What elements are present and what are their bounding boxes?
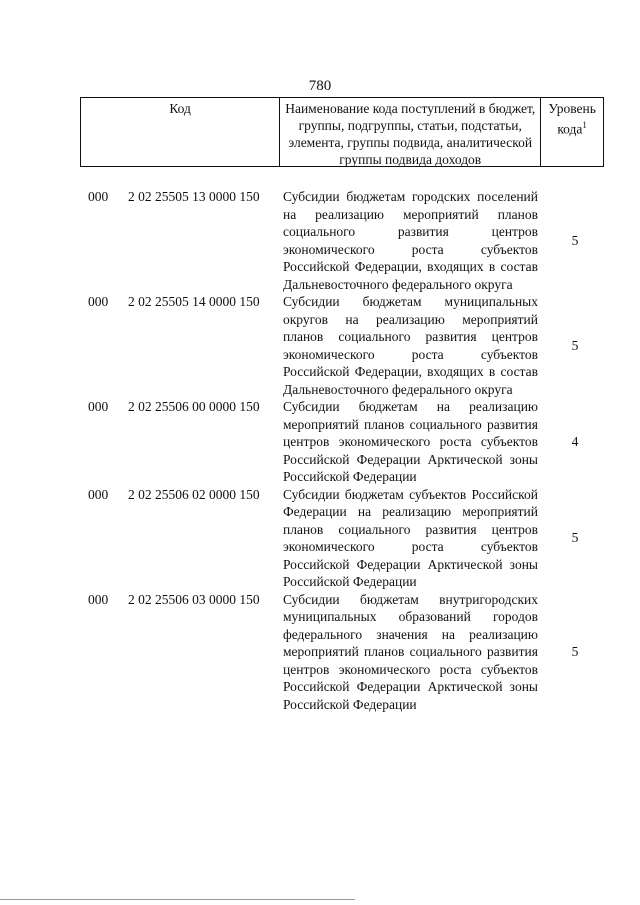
table-row: [0, 188, 640, 293]
table-row: [0, 293, 640, 398]
row-budget-code: 2 02 25505 14 0000 150: [128, 294, 260, 309]
row-admin-code: 000: [88, 486, 109, 502]
table-row: [0, 486, 640, 591]
table-body: [0, 188, 640, 713]
row-budget-code: 2 02 25506 02 0000 150: [128, 486, 260, 502]
row-level: 5: [571, 530, 579, 545]
table-header: [80, 97, 604, 167]
row-description: Субсидии бюджетам внутригородских муниципальных образований городов федерального значения на реализацию мероприятий планов социального развития центров экономического роста субъектов Российской Федерации Арктической зоны Российской Федерации: [283, 591, 538, 712]
row-description: Субсидии бюджетам на реализацию мероприятий планов социального развития центров экономического роста субъектов Российской Федерации Арктической зоны Российской Федерации: [283, 399, 538, 484]
page-number: 780: [308, 78, 332, 94]
row-admin-code: 000: [88, 294, 109, 309]
row-admin-code: 000: [88, 189, 109, 204]
header-level: [541, 98, 603, 166]
table-row: [0, 398, 640, 486]
row-admin-code: 000: [88, 399, 109, 414]
row-admin-code: 000: [88, 591, 109, 607]
row-level: 5: [571, 232, 579, 248]
header-code: Код: [81, 98, 280, 166]
row-budget-code: 2 02 25505 13 0000 150: [128, 189, 260, 204]
table-row: [0, 591, 640, 714]
row-description: Субсидии бюджетам городских поселений на реализацию мероприятий планов социального развития центров экономического роста субъектов Российской Федерации, входящих в состав Дальневосточного федерального округа: [283, 189, 538, 292]
row-budget-code: 2 02 25506 03 0000 150: [128, 591, 260, 607]
row-level: 5: [571, 337, 579, 353]
row-level: 4: [571, 433, 579, 449]
header-level-footnote: 1: [582, 120, 587, 130]
row-description: Субсидии бюджетам муниципальных округов на реализацию мероприятий планов социального развития центров экономического роста субъектов Российской Федерации, входящих в состав Дальневосточного федерального округа: [283, 294, 538, 397]
row-level: 5: [571, 643, 579, 659]
header-level-label: Уровень кода: [548, 101, 596, 137]
page-bottom-rule: [0, 899, 355, 900]
row-budget-code: 2 02 25506 00 0000 150: [128, 399, 260, 414]
row-description: Субсидии бюджетам субъектов Российской Федерации на реализацию мероприятий планов социального развития центров экономического роста субъектов Российской Федерации Арктической зоны Российской Федерации: [283, 486, 538, 589]
header-name: Наименование кода поступлений в бюджет, группы, подгруппы, статьи, подстатьи, элемента, группы подвида, аналитической группы подвида доходов: [280, 98, 541, 166]
